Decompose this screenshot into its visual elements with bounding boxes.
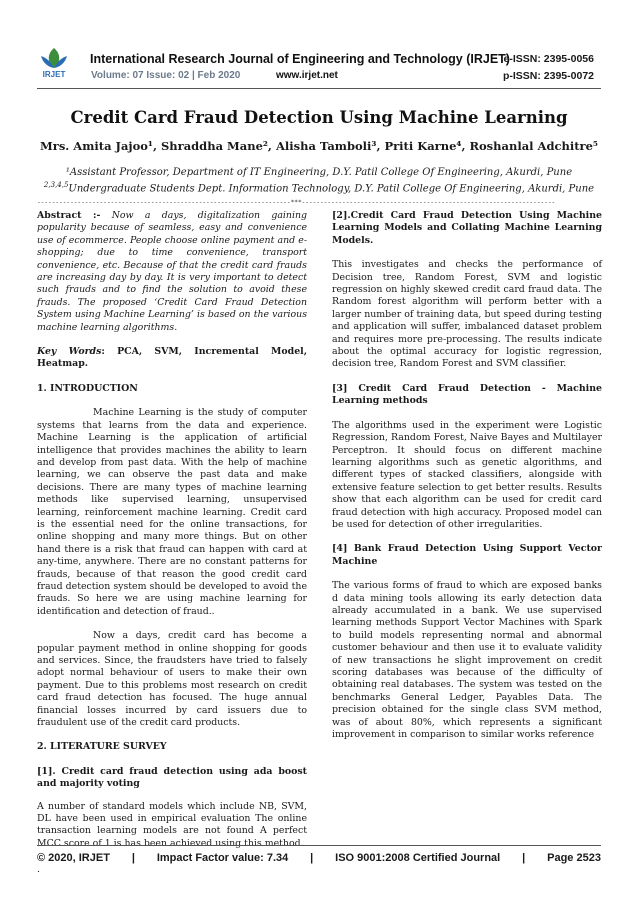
reference-4-text: The various forms of fraud to which are exposed banks d data mining tools allowing its early detection data already accumulated in a bank. We use supervised learning methods Support Vector Machines with Spark to build models representing normal and abnormal customer behaviour and then use it to evaluate validity of new transactions he slight improvement on credit scoring databases was because of the difficulty of obtaining real databases. The system was tested on the benchmarks General Ledger, Payables Data. The precision obtained for the single class SVM method, was of about 80%, which represents a significant improvement in comparison to similar works reference (332, 580, 602, 741)
reference-3-heading: [3] Credit Card Fraud Detection - Machine Learning methods (332, 382, 602, 407)
introduction-paragraph-1: Machine Learning is the study of computer systems that learns from the data and experience. Machine Learning is the application of artificial intelligence that provides machines the ability to learn and develop from past data. With the help of machine learning, we can observe the past data and make decisions. There are many types of machine learning methods like supervised learning, unsupervised learning, reinforcement machine learning. Credit card is the essential need for the online transactions, for online shopping and many more things. But on other hand there is a risk that fraud can happen with card at any-time, anywhere. There are no constant patterns for frauds, because of that reason the good credit card fraud detection system should be developed to avoid the frauds. So here we are using machine learning for identification and detection of fraud.. (37, 407, 307, 617)
footer-copyright: © 2020, IRJET (37, 852, 110, 864)
e-issn: e-ISSN: 2395-0056 (503, 53, 594, 65)
affiliation-1: ¹Assistant Professor, Department of IT Engineering, D.Y. Patil College Of Engineering, Akurdi, Pune (65, 167, 573, 178)
affiliation-2-superscript: 2,3,4,5 (43, 181, 69, 189)
journal-website[interactable]: www.irjet.net (276, 70, 338, 81)
reference-1-heading: [1]. Credit card fraud detection using ada boost and majority voting (37, 765, 307, 790)
footer-separator: | (310, 852, 314, 864)
footer-rule (37, 845, 601, 846)
reference-1-text: A number of standard models which include NB, SVM, DL have been used in empirical evaluation The online transaction learning models are not found A perfect MCC score of 1 is has been achieved using this method. (37, 800, 307, 849)
p-issn: p-ISSN: 2395-0072 (502, 70, 594, 82)
abstract-label: Abstract :- (37, 210, 101, 221)
affiliation-2-text: Undergraduate Students Dept. Information Technology, D.Y. Patil College Of Engineering, Akurdi, Pune (68, 183, 595, 195)
keywords-label: Key Words (37, 346, 102, 358)
header-rule (37, 88, 601, 89)
reference-4-heading: [4] Bank Fraud Detection Using Support Vector Machine (332, 543, 602, 567)
footer-separator: | (131, 852, 135, 864)
introduction-paragraph-2: Now a days, credit card has become a popular payment method in online shopping for goods and services. Since, the fraudsters have tried to falsely adopt normal behaviour of users to make their own payment. Due to this problems most research on credit card fraud detection has focused. The huge annual financial losses incurred by card issuers due to fraudulent use of the credit card products. (37, 630, 307, 729)
abstract-text: Now a days, digitalization gaining popularity because of seamless, easy and convenience use of ecommerce. People choose online payment and e-shopping; due to time convenience, transport convenience, etc. Because of that the credit card frauds are increasing day by day. It is very important to detect such frauds and to find the solution to avoid these frauds. The proposed ‘Credit Card Fraud Detection System using Machine Learning’ is based on the various machine learning algorithms. (37, 210, 307, 333)
introduction-heading: 1. INTRODUCTION (37, 382, 138, 394)
reference-2-text: This investigates and checks the performance of Decision tree, Random Forest, SVM and logistic regression on highly skewed credit card fraud data. The Random forest algorithm will perform better with a larger number of training data, but speed during testing and application will suffer, imbalanced dataset problem and requires more pre-processing. The results indicate about the optimal accuracy for logistic regression, decision tree, Random Forest and SVM classifier. (332, 259, 602, 370)
reference-2-heading: [2].Credit Card Fraud Detection Using Machine Learning Models and Collating Machine Learning Models. (332, 210, 602, 246)
left-column (37, 210, 307, 877)
logo-text: IRJET (42, 70, 66, 79)
abstract (37, 210, 307, 334)
literature-survey-heading: 2. LITERATURE SURVEY (37, 741, 167, 753)
keywords-text: : PCA, SVM, Incremental Model, Heatmap. (37, 346, 307, 370)
irjet-logo (37, 46, 71, 80)
page-footer (37, 852, 601, 864)
right-column (332, 210, 602, 741)
journal-title: International Research Journal of Engineering and Technology (IRJET) (90, 52, 510, 66)
reference-3-text: The algorithms used in the experiment were Logistic Regression, Random Forest, Naive Bayes and Multilayer Perceptron. It should focus on different machine learning algorithms such as genetic algorithms, and different types of stacked classifiers, alongside with extensive feature selection to get better results. Results show that each algorithm can be used for credit card fraud detection with high accuracy. Proposed model can be used for detection of other irregularities. (332, 419, 602, 530)
footer-impact-factor: Impact Factor value: 7.34 (156, 852, 289, 864)
section-separator: ---------------------------------------------------------------------***--------------------------------------------------------------------- (37, 199, 556, 206)
footer-separator: | (522, 852, 526, 864)
keywords (37, 346, 307, 371)
footer-page-number: Page 2523 (547, 852, 601, 864)
paper-authors: Mrs. Amita Jajoo¹, Shraddha Mane², Alisha Tamboli³, Priti Karne⁴, Roshanlal Adchitre⁵ (40, 139, 598, 153)
paper-title: Credit Card Fraud Detection Using Machine Learning (70, 108, 568, 127)
trailing-dot: . (37, 864, 40, 876)
volume-issue: Volume: 07 Issue: 02 | Feb 2020 (91, 70, 241, 81)
affiliation-2 (0, 181, 638, 194)
footer-iso: ISO 9001:2008 Certified Journal (335, 852, 501, 864)
